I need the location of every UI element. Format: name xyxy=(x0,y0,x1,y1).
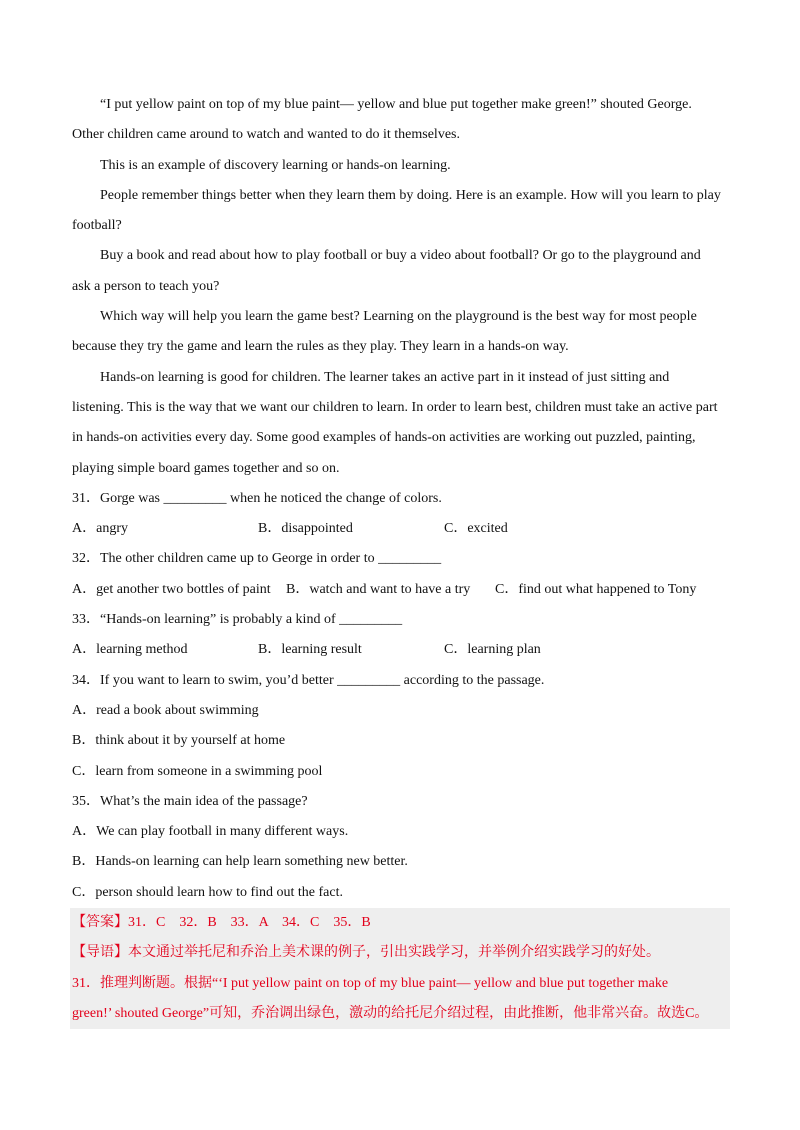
paragraph-line: football? xyxy=(72,218,122,234)
answer-key-section xyxy=(70,908,730,1029)
option-c: C．learn from someone in a swimming pool xyxy=(72,763,323,779)
explanation-line: green!’ shouted George”可知，乔治调出绿色，激动的给托尼介绍过程，由此推断，他非常兴奋。故选C。 xyxy=(72,1005,709,1021)
document-page xyxy=(72,90,728,1029)
option-c: C．learning plan xyxy=(444,642,541,658)
option-row xyxy=(72,514,728,544)
option-b: B．watch and want to have a try xyxy=(286,581,471,597)
option-c: C．find out what happened to Tony xyxy=(495,581,697,597)
question-stem: 35．What’s the main idea of the passage? xyxy=(72,793,308,809)
question-stem: 34．If you want to learn to swim, you’d better _________ according to the passage. xyxy=(72,672,545,688)
paragraph-line: in hands-on activities every day. Some good examples of hands-on activities are working out puzzled, painting, xyxy=(72,430,696,446)
paragraph-line: Which way will help you learn the game best? Learning on the playground is the best way for most people xyxy=(100,309,697,325)
option-c: C．person should learn how to find out the fact. xyxy=(72,884,344,900)
option-c: C．excited xyxy=(444,521,508,537)
question-31 xyxy=(72,484,728,545)
paragraph-line: “I put yellow paint on top of my blue paint— yellow and blue put together make green!” shouted George. xyxy=(100,97,692,112)
option-b: B．disappointed xyxy=(258,521,353,537)
paragraph-line: Hands-on learning is good for children. The learner takes an active part in it instead of just sitting and xyxy=(100,369,670,385)
paragraph-line: People remember things better when they learn them by doing. Here is an example. How will you learn to play xyxy=(100,187,721,203)
paragraph-line: ask a person to teach you? xyxy=(72,278,220,294)
option-a: A．learning method xyxy=(72,642,188,658)
option-b: B．learning result xyxy=(258,642,362,658)
question-34 xyxy=(72,666,728,787)
paragraph-line: This is an example of discovery learning or hands-on learning. xyxy=(100,157,451,173)
answer-line: 【答案】31．C 32．B 33．A 34．C 35．B xyxy=(72,915,371,931)
question-stem: 32．The other children came up to George in order to _________ xyxy=(72,551,442,567)
option-b: B．think about it by yourself at home xyxy=(72,733,286,749)
paragraph-line: Other children came around to watch and wanted to do it themselves. xyxy=(72,127,460,143)
option-row xyxy=(72,635,728,665)
paragraph xyxy=(72,302,728,363)
question-32 xyxy=(72,544,728,605)
option-b: B．Hands-on learning can help learn something new better. xyxy=(72,854,408,870)
question-33 xyxy=(72,605,728,666)
option-a: A．read a book about swimming xyxy=(72,702,259,718)
question-stem: 31．Gorge was _________ when he noticed the change of colors. xyxy=(72,490,442,506)
paragraph xyxy=(72,151,728,181)
paragraph-line: playing simple board games together and so on. xyxy=(72,460,340,476)
question-list xyxy=(72,484,728,908)
paragraph xyxy=(72,181,728,242)
paragraph xyxy=(72,363,728,484)
reading-passage xyxy=(72,90,728,484)
question-stem: 33．“Hands-on learning” is probably a kind of _________ xyxy=(72,612,403,628)
explanation-line: 31．推理判断题。根据“‘I put yellow paint on top of my blue paint— yellow and blue put together make xyxy=(72,975,669,991)
option-a: A．angry xyxy=(72,521,128,537)
paragraph-line: listening. This is the way that we want our children to learn. In order to learn best, children must take an active part xyxy=(72,399,718,415)
guide-line: 【导语】本文通过举托尼和乔治上美术课的例子，引出实践学习，并举例介绍实践学习的好处。 xyxy=(72,945,660,961)
paragraph-line: Buy a book and read about how to play football or buy a video about football? Or go to the playground and xyxy=(100,248,701,264)
option-a: A．We can play football in many different ways. xyxy=(72,824,349,840)
paragraph-line: because they try the game and learn the rules as they play. They learn in a hands-on way. xyxy=(72,339,569,355)
option-row xyxy=(72,575,728,605)
paragraph xyxy=(72,90,728,151)
paragraph xyxy=(72,241,728,302)
option-a: A．get another two bottles of paint xyxy=(72,581,271,597)
question-35 xyxy=(72,787,728,908)
